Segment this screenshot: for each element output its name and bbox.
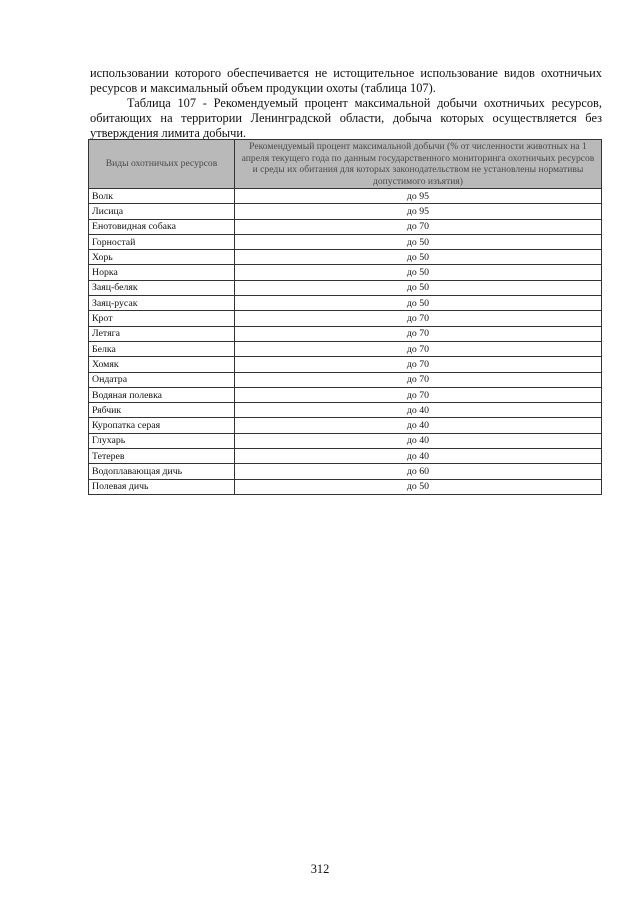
table-row (89, 403, 602, 418)
table-row (89, 387, 602, 402)
species-cell: Тетерев (89, 449, 235, 464)
percent-cell: до 70 (235, 311, 602, 326)
table-row (89, 311, 602, 326)
species-cell: Заяц-русак (89, 296, 235, 311)
percent-cell: до 70 (235, 372, 602, 387)
species-cell: Волк (89, 189, 235, 204)
percent-cell: до 70 (235, 219, 602, 234)
table-row (89, 326, 602, 341)
table-row (89, 433, 602, 448)
percent-cell: до 50 (235, 296, 602, 311)
species-cell: Полевая дичь (89, 479, 235, 494)
percent-cell: до 40 (235, 449, 602, 464)
table-row (89, 479, 602, 494)
table-row (89, 189, 602, 204)
table-header-row (89, 140, 602, 189)
table-row (89, 250, 602, 265)
species-cell: Глухарь (89, 433, 235, 448)
table-body (89, 189, 602, 495)
species-cell: Белка (89, 341, 235, 356)
percent-cell: до 40 (235, 433, 602, 448)
species-cell: Хорь (89, 250, 235, 265)
table-row (89, 219, 602, 234)
table-row (89, 280, 602, 295)
table-row (89, 296, 602, 311)
species-cell: Куропатка серая (89, 418, 235, 433)
percent-cell: до 70 (235, 387, 602, 402)
species-cell: Водяная полевка (89, 387, 235, 402)
species-cell: Водоплавающая дичь (89, 464, 235, 479)
table-row (89, 204, 602, 219)
species-cell: Рябчик (89, 403, 235, 418)
percent-cell: до 70 (235, 357, 602, 372)
table-row (89, 449, 602, 464)
table-caption: Таблица 107 - Рекомендуемый процент максимальной добычи охотничьих ресурсов, обитающих на территории Ленинградской области, добыча которых осуществляется без утверждения лимита добычи. (90, 96, 602, 140)
column-header-percent: Рекомендуемый процент максимальной добычи (% от численности животных на 1 апреля текущего года по данным государственного мониторинга охотничьих ресурсов и среды их обитания для которых законодательством не установлены нормативы допустимого изъятия) (235, 140, 602, 189)
table-row (89, 464, 602, 479)
harvest-table (88, 139, 602, 495)
percent-cell: до 50 (235, 250, 602, 265)
percent-cell: до 95 (235, 204, 602, 219)
percent-cell: до 95 (235, 189, 602, 204)
percent-cell: до 70 (235, 326, 602, 341)
percent-cell: до 60 (235, 464, 602, 479)
percent-cell: до 40 (235, 403, 602, 418)
species-cell: Крот (89, 311, 235, 326)
percent-cell: до 40 (235, 418, 602, 433)
page-number: 312 (310, 862, 330, 876)
percent-cell: до 50 (235, 479, 602, 494)
table-row (89, 418, 602, 433)
species-cell: Заяц-беляк (89, 280, 235, 295)
table-row (89, 234, 602, 249)
table-row (89, 265, 602, 280)
percent-cell: до 70 (235, 341, 602, 356)
table-row (89, 341, 602, 356)
species-cell: Норка (89, 265, 235, 280)
intro-paragraph: использовании которого обеспечивается не истощительное использование видов охотничьих ресурсов и максимальный объем продукции охоты (таблица 107). (90, 66, 602, 95)
table-row (89, 357, 602, 372)
species-cell: Лисица (89, 204, 235, 219)
percent-cell: до 50 (235, 265, 602, 280)
species-cell: Ондатра (89, 372, 235, 387)
species-cell: Летяга (89, 326, 235, 341)
percent-cell: до 50 (235, 280, 602, 295)
column-header-species: Виды охотничьих ресурсов (89, 140, 235, 189)
table-row (89, 372, 602, 387)
percent-cell: до 50 (235, 234, 602, 249)
species-cell: Горностай (89, 234, 235, 249)
species-cell: Хомяк (89, 357, 235, 372)
species-cell: Енотовидная собака (89, 219, 235, 234)
